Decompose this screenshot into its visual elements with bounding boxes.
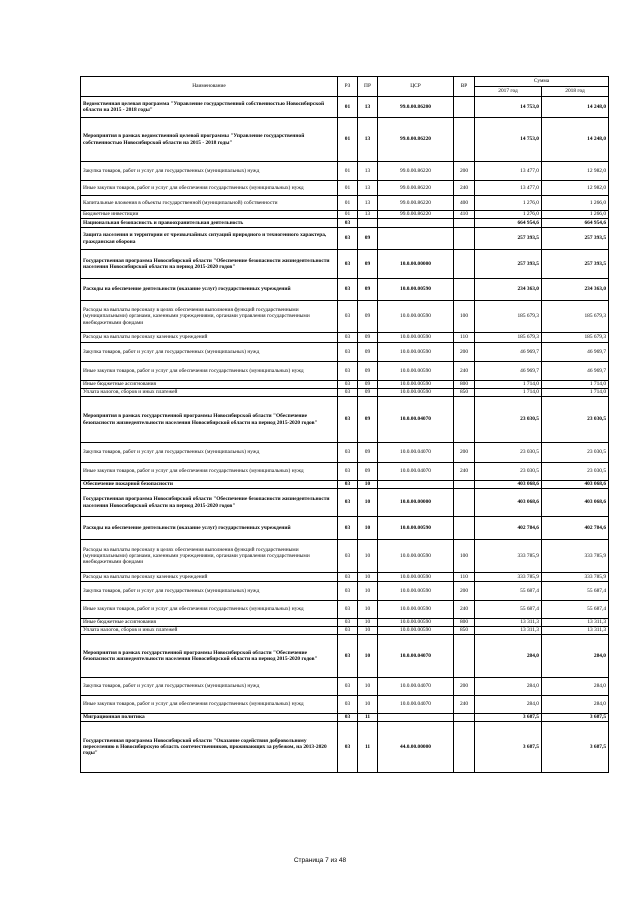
- row-pr: 13: [358, 211, 378, 219]
- row-pr: 10: [358, 540, 378, 573]
- table-row: [81, 573, 609, 582]
- row-csr: 99.0.00.86220: [378, 181, 454, 196]
- table-row: [81, 343, 609, 362]
- row-sum-2018: 12 982,0: [542, 181, 609, 196]
- row-pr: [358, 219, 378, 228]
- table-row: [81, 211, 609, 219]
- row-csr: 10.0.00.00590: [378, 582, 454, 601]
- row-vr: 800: [454, 381, 475, 389]
- row-sum-2017: 1 276,0: [475, 196, 542, 211]
- row-name: Иные закупки товаров, работ и услуг для обеспечения государственных (муниципальных) нужд: [81, 362, 338, 381]
- row-sum-2017: 185 679,3: [475, 301, 542, 333]
- row-pr: 10: [358, 601, 378, 619]
- row-name: Расходы на выплаты персоналу казенных учреждений: [81, 333, 338, 343]
- row-csr: 10.0.00.04070: [378, 463, 454, 481]
- row-vr: [454, 118, 475, 162]
- row-sum-2018: 13 311,3: [542, 627, 609, 635]
- row-csr: 99.0.00.86200: [378, 97, 454, 118]
- row-csr: [378, 228, 454, 250]
- row-rz: 03: [338, 582, 358, 601]
- row-sum-2018: 1 714,0: [542, 389, 609, 397]
- table-row: [81, 463, 609, 481]
- row-sum-2018: 284,0: [542, 678, 609, 696]
- row-pr: 09: [358, 443, 378, 463]
- row-sum-2017: 257 393,5: [475, 250, 542, 279]
- row-vr: [454, 219, 475, 228]
- row-rz: 03: [338, 627, 358, 635]
- row-rz: 03: [338, 343, 358, 362]
- row-vr: 240: [454, 181, 475, 196]
- row-rz: 01: [338, 196, 358, 211]
- row-csr: [378, 219, 454, 228]
- table-row: [81, 619, 609, 627]
- row-name: Уплата налогов, сборов и иных платежей: [81, 627, 338, 635]
- row-sum-2017: 13 311,3: [475, 627, 542, 635]
- row-rz: 03: [338, 333, 358, 343]
- row-rz: 03: [338, 678, 358, 696]
- row-sum-2018: 23 030,5: [542, 397, 609, 443]
- row-pr: 13: [358, 97, 378, 118]
- row-pr: 11: [358, 714, 378, 722]
- table-row: [81, 443, 609, 463]
- header-rz: РЗ: [338, 77, 358, 97]
- row-sum-2018: 14 248,0: [542, 97, 609, 118]
- row-vr: 100: [454, 301, 475, 333]
- row-csr: 10.0.00.04070: [378, 397, 454, 443]
- row-csr: 10.0.00.00590: [378, 301, 454, 333]
- row-name: Защита населения и территории от чрезвычайных ситуаций природного и техногенного характера, гражданская оборона: [81, 228, 338, 250]
- row-vr: 800: [454, 619, 475, 627]
- row-rz: 03: [338, 362, 358, 381]
- row-pr: 10: [358, 678, 378, 696]
- row-sum-2018: 402 784,6: [542, 517, 609, 540]
- row-rz: 01: [338, 181, 358, 196]
- row-rz: 01: [338, 162, 358, 181]
- row-csr: 10.0.00.00590: [378, 279, 454, 301]
- table-row: [81, 481, 609, 489]
- row-sum-2018: 257 393,5: [542, 250, 609, 279]
- page-number: Страница 7 из 48: [293, 857, 347, 864]
- table-row: [81, 601, 609, 619]
- row-rz: 03: [338, 635, 358, 678]
- header-2018: 2018 год: [542, 87, 609, 97]
- row-csr: 10.0.00.00590: [378, 362, 454, 381]
- row-vr: [454, 722, 475, 773]
- table-row: [81, 181, 609, 196]
- row-vr: [454, 481, 475, 489]
- row-sum-2017: 14 753,0: [475, 97, 542, 118]
- row-csr: 10.0.00.00590: [378, 517, 454, 540]
- row-vr: [454, 228, 475, 250]
- table-row: [81, 97, 609, 118]
- row-pr: 10: [358, 627, 378, 635]
- row-sum-2017: 185 679,3: [475, 333, 542, 343]
- row-name: Закупка товаров, работ и услуг для государственных (муниципальных) нужд: [81, 343, 338, 362]
- row-sum-2017: 284,0: [475, 696, 542, 714]
- row-pr: 09: [358, 228, 378, 250]
- table-row: [81, 196, 609, 211]
- row-sum-2018: 333 785,9: [542, 540, 609, 573]
- row-sum-2017: 13 477,0: [475, 181, 542, 196]
- row-vr: 200: [454, 443, 475, 463]
- row-vr: 240: [454, 696, 475, 714]
- row-rz: 03: [338, 219, 358, 228]
- row-sum-2018: 14 248,0: [542, 118, 609, 162]
- row-csr: 99.0.00.86220: [378, 162, 454, 181]
- row-sum-2017: 1 276,0: [475, 211, 542, 219]
- row-vr: 200: [454, 582, 475, 601]
- row-name: Государственная программа Новосибирской области "Обеспечение безопасности жизнедеятельности населения Новосибирской области на период 2015-2020 годов": [81, 250, 338, 279]
- row-vr: 410: [454, 211, 475, 219]
- row-name: Закупка товаров, работ и услуг для государственных (муниципальных) нужд: [81, 443, 338, 463]
- row-csr: 10.0.00.04070: [378, 635, 454, 678]
- row-vr: 100: [454, 540, 475, 573]
- row-sum-2017: 23 030,5: [475, 397, 542, 443]
- row-name: Мероприятия в рамках государственной программы Новосибирской области "Обеспечение безопасности жизнедеятельности населения Новосибирской области на период 2015-2020 годов": [81, 635, 338, 678]
- row-sum-2018: 185 679,3: [542, 301, 609, 333]
- row-csr: 10.0.00.00590: [378, 343, 454, 362]
- row-rz: 01: [338, 211, 358, 219]
- row-vr: 200: [454, 162, 475, 181]
- row-rz: 03: [338, 443, 358, 463]
- row-pr: 09: [358, 343, 378, 362]
- row-sum-2018: 23 030,5: [542, 443, 609, 463]
- row-sum-2018: 12 982,0: [542, 162, 609, 181]
- row-csr: [378, 481, 454, 489]
- row-sum-2018: 46 969,7: [542, 362, 609, 381]
- header-vr: ВР: [454, 77, 475, 97]
- table-row: [81, 582, 609, 601]
- row-rz: 01: [338, 118, 358, 162]
- row-name: Иные закупки товаров, работ и услуг для обеспечения государственных (муниципальных) нужд: [81, 463, 338, 481]
- header-name: Наименование: [81, 77, 338, 97]
- row-sum-2017: 46 969,7: [475, 343, 542, 362]
- row-name: Иные бюджетные ассигнования: [81, 381, 338, 389]
- row-sum-2017: 3 687,5: [475, 722, 542, 773]
- row-pr: 09: [358, 333, 378, 343]
- row-sum-2017: 1 714,0: [475, 389, 542, 397]
- table-row: [81, 301, 609, 333]
- row-rz: 03: [338, 381, 358, 389]
- row-vr: [454, 279, 475, 301]
- header-sum: Сумма: [475, 77, 609, 87]
- row-sum-2017: 1 714,0: [475, 381, 542, 389]
- table-row: [81, 397, 609, 443]
- row-name: Мероприятия в рамках ведомственной целевой программы "Управление государственной собственностью Новосибирской области на 2015 - 2018 годы": [81, 118, 338, 162]
- row-name: Закупка товаров, работ и услуг для государственных (муниципальных) нужд: [81, 582, 338, 601]
- row-name: Закупка товаров, работ и услуг для государственных (муниципальных) нужд: [81, 162, 338, 181]
- row-vr: [454, 250, 475, 279]
- table-row: [81, 489, 609, 517]
- row-csr: 10.0.00.00000: [378, 250, 454, 279]
- row-sum-2018: 664 954,6: [542, 219, 609, 228]
- row-sum-2017: 23 030,5: [475, 463, 542, 481]
- row-sum-2018: 284,0: [542, 696, 609, 714]
- row-vr: [454, 97, 475, 118]
- row-pr: 09: [358, 301, 378, 333]
- row-sum-2017: 257 393,5: [475, 228, 542, 250]
- table-row: [81, 696, 609, 714]
- row-name: Закупка товаров, работ и услуг для государственных (муниципальных) нужд: [81, 678, 338, 696]
- row-csr: 10.0.00.00590: [378, 601, 454, 619]
- table-row: [81, 714, 609, 722]
- row-rz: 03: [338, 540, 358, 573]
- row-sum-2018: 284,0: [542, 635, 609, 678]
- row-rz: 03: [338, 463, 358, 481]
- row-pr: 09: [358, 381, 378, 389]
- row-sum-2017: 55 687,4: [475, 601, 542, 619]
- row-rz: 03: [338, 696, 358, 714]
- row-sum-2018: 257 393,5: [542, 228, 609, 250]
- row-name: Расходы на обеспечение деятельности (оказание услуг) государственных учреждений: [81, 279, 338, 301]
- row-rz: 03: [338, 228, 358, 250]
- row-sum-2017: 403 068,6: [475, 481, 542, 489]
- row-sum-2017: 284,0: [475, 678, 542, 696]
- row-name: Миграционная политика: [81, 714, 338, 722]
- row-pr: 09: [358, 362, 378, 381]
- table-row: [81, 162, 609, 181]
- row-vr: [454, 517, 475, 540]
- row-vr: 240: [454, 601, 475, 619]
- row-rz: 03: [338, 397, 358, 443]
- row-pr: 10: [358, 696, 378, 714]
- row-rz: 03: [338, 250, 358, 279]
- row-csr: 10.0.00.00590: [378, 540, 454, 573]
- row-sum-2018: 3 687,5: [542, 714, 609, 722]
- row-sum-2018: 1 714,0: [542, 381, 609, 389]
- row-csr: 10.0.00.00000: [378, 489, 454, 517]
- row-sum-2018: 46 969,7: [542, 343, 609, 362]
- row-vr: 200: [454, 343, 475, 362]
- row-sum-2017: 234 363,0: [475, 279, 542, 301]
- row-sum-2017: 55 687,4: [475, 582, 542, 601]
- row-csr: [378, 714, 454, 722]
- row-sum-2018: 3 687,5: [542, 722, 609, 773]
- row-sum-2018: 403 068,6: [542, 481, 609, 489]
- table-row: [81, 279, 609, 301]
- row-name: Уплата налогов, сборов и иных платежей: [81, 389, 338, 397]
- row-name: Иные бюджетные ассигнования: [81, 619, 338, 627]
- row-csr: 99.0.00.86220: [378, 118, 454, 162]
- row-name: Ведомственная целевая программа "Управление государственной собственностью Новосибирской области на 2015 - 2018 годы": [81, 97, 338, 118]
- row-rz: 03: [338, 517, 358, 540]
- row-vr: 110: [454, 573, 475, 582]
- row-sum-2017: 14 753,0: [475, 118, 542, 162]
- table-body: [81, 97, 609, 773]
- row-rz: 03: [338, 489, 358, 517]
- table-row: [81, 118, 609, 162]
- row-sum-2018: 234 363,0: [542, 279, 609, 301]
- row-rz: 03: [338, 714, 358, 722]
- row-sum-2018: 55 687,4: [542, 601, 609, 619]
- row-sum-2018: 403 068,6: [542, 489, 609, 517]
- row-rz: 03: [338, 619, 358, 627]
- row-rz: 03: [338, 301, 358, 333]
- row-sum-2017: 403 068,6: [475, 489, 542, 517]
- row-sum-2017: 3 687,5: [475, 714, 542, 722]
- row-sum-2018: 333 785,9: [542, 573, 609, 582]
- row-rz: 03: [338, 279, 358, 301]
- row-sum-2018: 23 030,5: [542, 463, 609, 481]
- row-pr: 09: [358, 250, 378, 279]
- row-name: Обеспечение пожарной безопасности: [81, 481, 338, 489]
- row-csr: 10.0.00.00590: [378, 619, 454, 627]
- row-vr: [454, 714, 475, 722]
- row-csr: 10.0.00.00590: [378, 573, 454, 582]
- row-csr: 10.0.00.00590: [378, 381, 454, 389]
- row-pr: 13: [358, 118, 378, 162]
- table-row: [81, 635, 609, 678]
- table-row: [81, 540, 609, 573]
- row-sum-2017: 284,0: [475, 635, 542, 678]
- row-pr: 13: [358, 196, 378, 211]
- row-name: Капитальные вложения в объекты государственной (муниципальной) собственности: [81, 196, 338, 211]
- row-sum-2017: 402 784,6: [475, 517, 542, 540]
- row-name: Иные закупки товаров, работ и услуг для обеспечения государственных (муниципальных) нужд: [81, 181, 338, 196]
- row-name: Государственная программа Новосибирской области "Оказание содействия добровольному переселению в Новосибирскую область соотечественников, проживающих за рубежом, на 2013-2020 годы": [81, 722, 338, 773]
- row-csr: 99.0.00.86220: [378, 211, 454, 219]
- row-sum-2017: 46 969,7: [475, 362, 542, 381]
- table-row: [81, 627, 609, 635]
- row-name: Бюджетные инвестиции: [81, 211, 338, 219]
- row-vr: [454, 397, 475, 443]
- table-row: [81, 678, 609, 696]
- row-vr: [454, 635, 475, 678]
- row-name: Расходы на выплаты персоналу казенных учреждений: [81, 573, 338, 582]
- row-pr: 10: [358, 573, 378, 582]
- header-pr: ПР: [358, 77, 378, 97]
- row-pr: 13: [358, 162, 378, 181]
- row-pr: 11: [358, 722, 378, 773]
- row-rz: 03: [338, 389, 358, 397]
- row-rz: 03: [338, 601, 358, 619]
- row-name: Иные закупки товаров, работ и услуг для обеспечения государственных (муниципальных) нужд: [81, 601, 338, 619]
- row-vr: 850: [454, 627, 475, 635]
- row-csr: 10.0.00.04070: [378, 678, 454, 696]
- table-row: [81, 722, 609, 773]
- row-pr: 13: [358, 181, 378, 196]
- budget-table: [80, 76, 609, 773]
- row-vr: 850: [454, 389, 475, 397]
- row-csr: 10.0.00.04070: [378, 696, 454, 714]
- table-row: [81, 219, 609, 228]
- row-vr: [454, 489, 475, 517]
- row-sum-2018: 1 266,0: [542, 211, 609, 219]
- row-vr: 200: [454, 678, 475, 696]
- row-name: Национальная безопасность и правоохранительная деятельность: [81, 219, 338, 228]
- table-row: [81, 228, 609, 250]
- row-vr: 400: [454, 196, 475, 211]
- row-sum-2018: 55 687,4: [542, 582, 609, 601]
- row-sum-2017: 13 311,3: [475, 619, 542, 627]
- row-name: Расходы на выплаты персоналу в целях обеспечения выполнения функций государственными (муниципальными) органами, казенными учреждениями, органами управления государственными внебюджетными фондами: [81, 540, 338, 573]
- row-pr: 09: [358, 463, 378, 481]
- row-vr: 240: [454, 463, 475, 481]
- row-pr: 10: [358, 582, 378, 601]
- row-rz: 03: [338, 481, 358, 489]
- row-csr: 10.0.00.04070: [378, 443, 454, 463]
- row-sum-2017: 23 030,5: [475, 443, 542, 463]
- table-row: [81, 333, 609, 343]
- row-pr: 09: [358, 279, 378, 301]
- row-name: Расходы на выплаты персоналу в целях обеспечения выполнения функций государственными (муниципальными) органами, казенными учреждениями, органами управления государственными внебюджетными фондами: [81, 301, 338, 333]
- row-vr: 110: [454, 333, 475, 343]
- row-pr: 10: [358, 619, 378, 627]
- row-name: Мероприятия в рамках государственной программы Новосибирской области "Обеспечение безопасности жизнедеятельности населения Новосибирской области на период 2015-2020 годов": [81, 397, 338, 443]
- row-csr: 44.0.00.00000: [378, 722, 454, 773]
- row-sum-2018: 13 311,3: [542, 619, 609, 627]
- row-pr: 09: [358, 397, 378, 443]
- row-sum-2018: 185 679,3: [542, 333, 609, 343]
- table-row: [81, 517, 609, 540]
- header-2017: 2017 год: [475, 87, 542, 97]
- table-row: [81, 389, 609, 397]
- row-sum-2018: 1 266,0: [542, 196, 609, 211]
- table-header: [81, 77, 609, 97]
- row-pr: 09: [358, 389, 378, 397]
- row-name: Иные закупки товаров, работ и услуг для обеспечения государственных (муниципальных) нужд: [81, 696, 338, 714]
- row-pr: 10: [358, 635, 378, 678]
- row-pr: 10: [358, 481, 378, 489]
- row-sum-2017: 13 477,0: [475, 162, 542, 181]
- row-sum-2017: 333 785,9: [475, 573, 542, 582]
- row-sum-2017: 664 954,6: [475, 219, 542, 228]
- row-name: Расходы на обеспечение деятельности (оказание услуг) государственных учреждений: [81, 517, 338, 540]
- table-row: [81, 381, 609, 389]
- row-sum-2017: 333 785,9: [475, 540, 542, 573]
- row-vr: 240: [454, 362, 475, 381]
- table-row: [81, 250, 609, 279]
- row-csr: 10.0.00.00590: [378, 389, 454, 397]
- row-pr: 10: [358, 517, 378, 540]
- row-rz: 03: [338, 722, 358, 773]
- table-row: [81, 362, 609, 381]
- row-rz: 01: [338, 97, 358, 118]
- header-csr: ЦСР: [378, 77, 454, 97]
- row-rz: 03: [338, 573, 358, 582]
- row-pr: 10: [358, 489, 378, 517]
- row-name: Государственная программа Новосибирской области "Обеспечение безопасности жизнедеятельности населения Новосибирской области на период 2015-2020 годов": [81, 489, 338, 517]
- row-csr: 10.0.00.00590: [378, 627, 454, 635]
- row-csr: 10.0.00.00590: [378, 333, 454, 343]
- row-csr: 99.0.00.86220: [378, 196, 454, 211]
